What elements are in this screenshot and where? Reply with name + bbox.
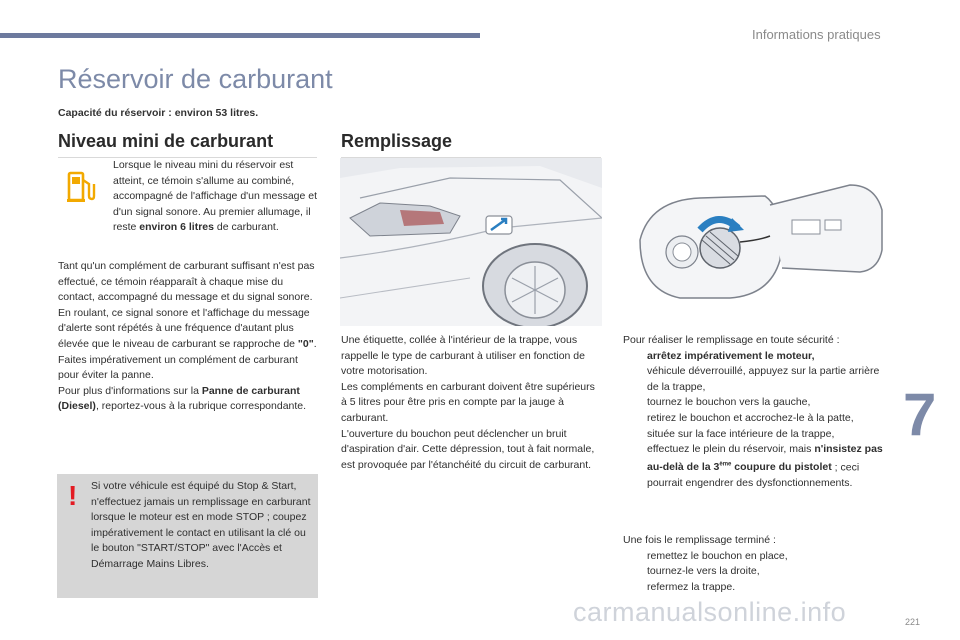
after-filling-procedure [623, 533, 883, 595]
end-step-item: tournez-le vers la droite, [647, 565, 760, 578]
stop-start-warning-box [57, 474, 318, 598]
chapter-number: 7 [903, 381, 937, 448]
watermark: carmanualsonline.info [573, 597, 847, 627]
step-item: tournez le bouchon vers la gauche, [647, 396, 811, 409]
fuel-pump-icon [66, 170, 96, 204]
low-fuel-details: Tant qu'un complément de carburant suffisant n'est pas effectué, ce témoin réapparaît à chaque mise du contact, accompagné du message et du signal sonore. En roulant, ce signal sonore et l'affichage du message d'alerte sont répétés à une fréquence d'autant plus élevée que le niveau de carburant se rapproche de "0". Faites impérativement un complément de carburant pour éviter la panne. Pour plus d'informations sur la Panne de carburant (Diesel), reportez-vous à la rubrique correspondante. [58, 260, 317, 413]
section-title: Informations pratiques [752, 27, 881, 42]
heading-remplissage: Remplissage [341, 131, 453, 151]
page-number: 221 [905, 617, 921, 627]
warning-text: Si votre véhicule est équipé du Stop & Start, n'effectuez jamais un remplissage en carburant lorsque le moteur est en mode STOP ; coupez impérativement le contact en utilisant la clé ou le bouton "START/STOP" avec l'Accès et Démarrage Mains Libres. [91, 480, 311, 570]
step-item: véhicule déverrouillé, appuyez sur la partie arrière de la trappe, [647, 365, 880, 393]
step-item: effectuez le plein du réservoir, mais n'insistez pas au-delà de la 3ème coupure du pistolet ; ceci pourrait engendrer des dysfonctionnements. [647, 443, 883, 489]
page-title: Réservoir de carburant [58, 64, 333, 94]
end-step-item: refermez la trappe. [647, 580, 736, 593]
low-fuel-alert-text: Lorsque le niveau mini du réservoir est atteint, ce témoin s'allume au combiné, accompagné de l'affichage d'un message et d'un signal sonore. Au premier allumage, il reste environ 6 litres de carburant. [113, 159, 318, 234]
capacity-note: Capacité du réservoir : environ 53 litres. [58, 107, 259, 119]
after-filling-intro: Une fois le remplissage terminé : [623, 534, 776, 546]
filling-procedure [623, 333, 883, 491]
heading-niveau-mini: Niveau mini de carburant [58, 131, 274, 151]
warning-icon: ! [68, 480, 78, 511]
end-step-item: remettez le bouchon en place, [647, 549, 788, 562]
label-info-text: Une étiquette, collée à l'intérieur de la trappe, vous rappelle le type de carburant à utiliser en fonction de votre motorisation. Les compléments en carburant doivent être supérieurs à 5 litres pour être pris en compte par la jauge à carburant. L'ouverture du bouchon peut déclencher un bruit d'aspiration d'air. Cette dépression, tout à fait normale, est provoquée par l'étanchéité du circuit de carburant. [341, 334, 595, 471]
fuel-cap-illustration [620, 170, 890, 310]
top-accent-bar [0, 33, 480, 38]
step-item: arrêtez impérativement le moteur, [647, 349, 815, 362]
filling-intro: Pour réaliser le remplissage en toute sécurité : [623, 334, 840, 346]
step-item: retirez le bouchon et accrochez-le à la patte, située sur la face intérieure de la trappe, [647, 411, 854, 440]
car-rear-fuel-flap-illustration [340, 158, 602, 326]
